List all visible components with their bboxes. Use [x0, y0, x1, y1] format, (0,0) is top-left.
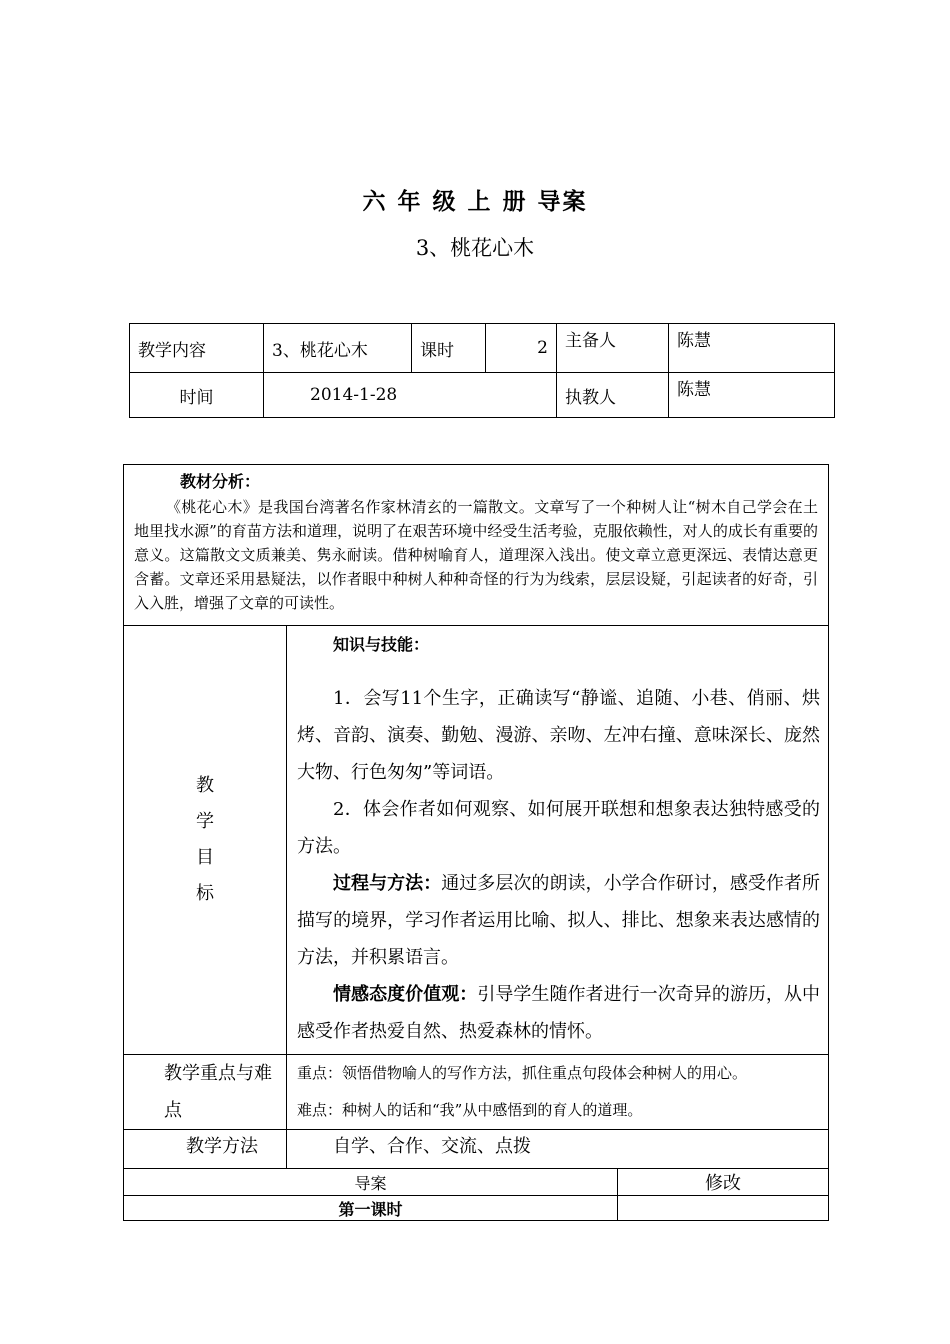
- knowledge-heading: 知识与技能：: [333, 635, 430, 654]
- time-value: 2014-1-28: [264, 373, 557, 418]
- emotion-heading: 情感态度价值观：: [333, 984, 478, 1005]
- preparer-value: 陈慧: [669, 324, 835, 373]
- analysis-cell: [124, 465, 829, 626]
- analysis-heading: 教材分析：: [180, 472, 261, 491]
- content-value: 3、桃花心木: [264, 324, 412, 373]
- lesson-title: 3、桃花心木: [415, 236, 535, 260]
- info-table: [129, 323, 835, 418]
- teacher-value: 陈慧: [669, 373, 835, 418]
- preparer-label: 主备人: [557, 324, 669, 373]
- process-heading: 过程与方法：: [333, 873, 442, 894]
- time-label: 时间: [130, 373, 264, 418]
- goal-item-1: 1．会写11个生字，正确读写“静谧、追随、小巷、俏丽、烘烤、音韵、演奏、勤勉、漫游、亲吻、左冲右撞、意味深长、庞然大物、行色匆匆”等词语。: [297, 688, 821, 783]
- emotion-text: 引导学生随作者进行一次奇异的游历，从中感受作者热爱自然、热爱森林的情怀。: [297, 984, 821, 1042]
- difficulty-point: 难点：种树人的话和“我”从中感悟到的育人的道理。: [297, 1101, 643, 1119]
- process-goal: [297, 865, 820, 976]
- period-value: 2: [486, 324, 557, 373]
- period-label: 课时: [412, 324, 486, 373]
- plan-header: 导案: [124, 1169, 618, 1196]
- teacher-label: 执教人: [557, 373, 669, 418]
- method-label: 教学方法: [124, 1130, 287, 1169]
- page-title: 六 年 级 上 册 导案: [362, 189, 588, 215]
- revise-cell: [618, 1196, 829, 1221]
- key-point: 重点：领悟借物喻人的写作方法，抓住重点句段体会种树人的用心。: [297, 1064, 748, 1082]
- process-text: 通过多层次的朗读，小学合作研讨，感受作者所描写的境界，学习作者运用比喻、拟人、排比、想象来表达感情的方法，并积累语言。: [297, 873, 821, 968]
- content-label: 教学内容: [130, 324, 264, 373]
- key-points-cell: [287, 1055, 829, 1130]
- method-text: 自学、合作、交流、点拨: [287, 1130, 829, 1169]
- goals-label: 教 学 目 标: [124, 626, 287, 1055]
- analysis-text: 《桃花心木》是我国台湾著名作家林清玄的一篇散文。文章写了一个种树人让“树木自己学会在土地里找水源”的育苗方法和道理，说明了在艰苦环境中经受生活考验，克服依赖性，对人的成长有重要的意义。这篇散文文质兼美、隽永耐读。借种树喻育人，道理深入浅出。使文章立意更深远、表情达意更含蓄。文章还采用悬疑法，以作者眼中种树人种种奇怪的行为为线索，层层设疑，引起读者的好奇，引入入胜，增强了文章的可读性。: [134, 498, 819, 612]
- first-lesson-header: 第一课时: [124, 1196, 618, 1221]
- key-points-label: 教学重点与难点: [124, 1055, 287, 1130]
- lesson-plan-table: [123, 464, 829, 1221]
- emotion-goal: [297, 976, 820, 1050]
- revise-header: 修改: [618, 1169, 829, 1196]
- goal-item-2: 2．体会作者如何观察、如何展开联想和想象表达独特感受的方法。: [297, 799, 821, 857]
- goals-cell: [287, 626, 829, 1055]
